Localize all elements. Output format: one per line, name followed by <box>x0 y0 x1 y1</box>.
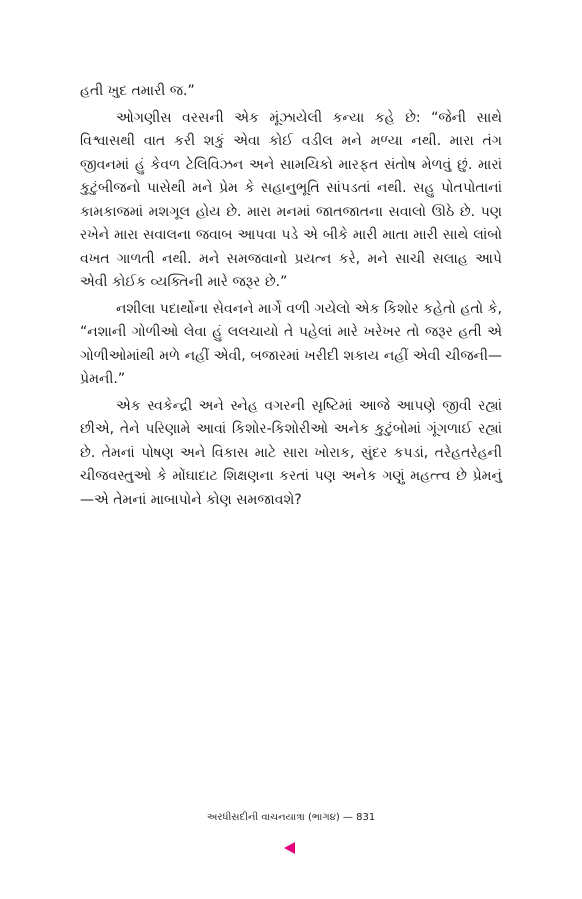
paragraph-continuation: હતી ખુદ તમારી જ.” <box>80 83 195 99</box>
previous-page-arrow-icon[interactable] <box>284 842 295 854</box>
paragraph-conclusion: એક સ્વકેન્દ્રી અને સ્નેહ વગરની સૃષ્ટિમાં આજે આપણે જીવી રહ્યાં છીએ, તેને પરિણામે આવાં કિશોર-કિશોરીઓ અનેક કુટુંબોમાં ગૂંગળાઈ રહ્યાં છે. તેમનાં પોષણ અને વિકાસ માટે સારા ખોરાક, સુંદર કપડાં, તરેહતરેહની ચીજવસ્તુઓ કે મોંઘાદાટ શિક્ષણના કરતાં પણ અનેક ગણું મહત્ત્વ છે પ્રેમનું—એ તેમનાં માબાપોને કોણ સમજાવશે? <box>80 397 502 508</box>
paragraph-teen-quote: નશીલા પદાર્થોના સેવનને માર્ગે વળી ગયેલો એક કિશોર કહેતો હતો કે, “નશાની ગોળીઓ લેવા હું લલચાયો તે પહેલાં મારે ખરેખર તો જરૂર હતી એ ગોળીઓમાંથી મળે નહીં એવી, બજારમાં ખરીદી શકાય નહીં એવી ચીજની—પ્રેમની.” <box>80 300 502 387</box>
page-footer: અરધીસદીની વાચનયાત્રા (ભાગ૪) — 831 <box>206 812 376 823</box>
paragraph-girl-quote: ઓગણીસ વરસની એક મૂંઝાયેલી કન્યા કહે છે: “જેની સાથે વિશ્વાસથી વાત કરી શકું એવા કોઈ વડીલ મને મળ્યા નથી. મારા તંગ જીવનમાં હું કેવળ ટેલિવિઝન અને સામયિકો મારફત સંતોષ મેળવું છું. મારાં કુટુંબીજનો પાસેથી મને પ્રેમ કે સહાનુભૂતિ સાંપડતાં નથી. સહુ પોતપોતાનાં કામકાજમાં મશગૂલ હોય છે. મારા મનમાં જાતજાતના સવાલો ઊઠે છે. પણ રખેને મારા સવાલના જવાબ આપવા પડે એ બીકે મારી માતા મારી સાથે લાંબો વખત ગાળતી નથી. મને સમજવાનો પ્રયત્ન કરે, મને સાચી સલાહ આપે એવી કોઈક વ્યક્તિની મારે જરૂર છે.” <box>80 109 502 290</box>
body-text <box>80 80 502 515</box>
